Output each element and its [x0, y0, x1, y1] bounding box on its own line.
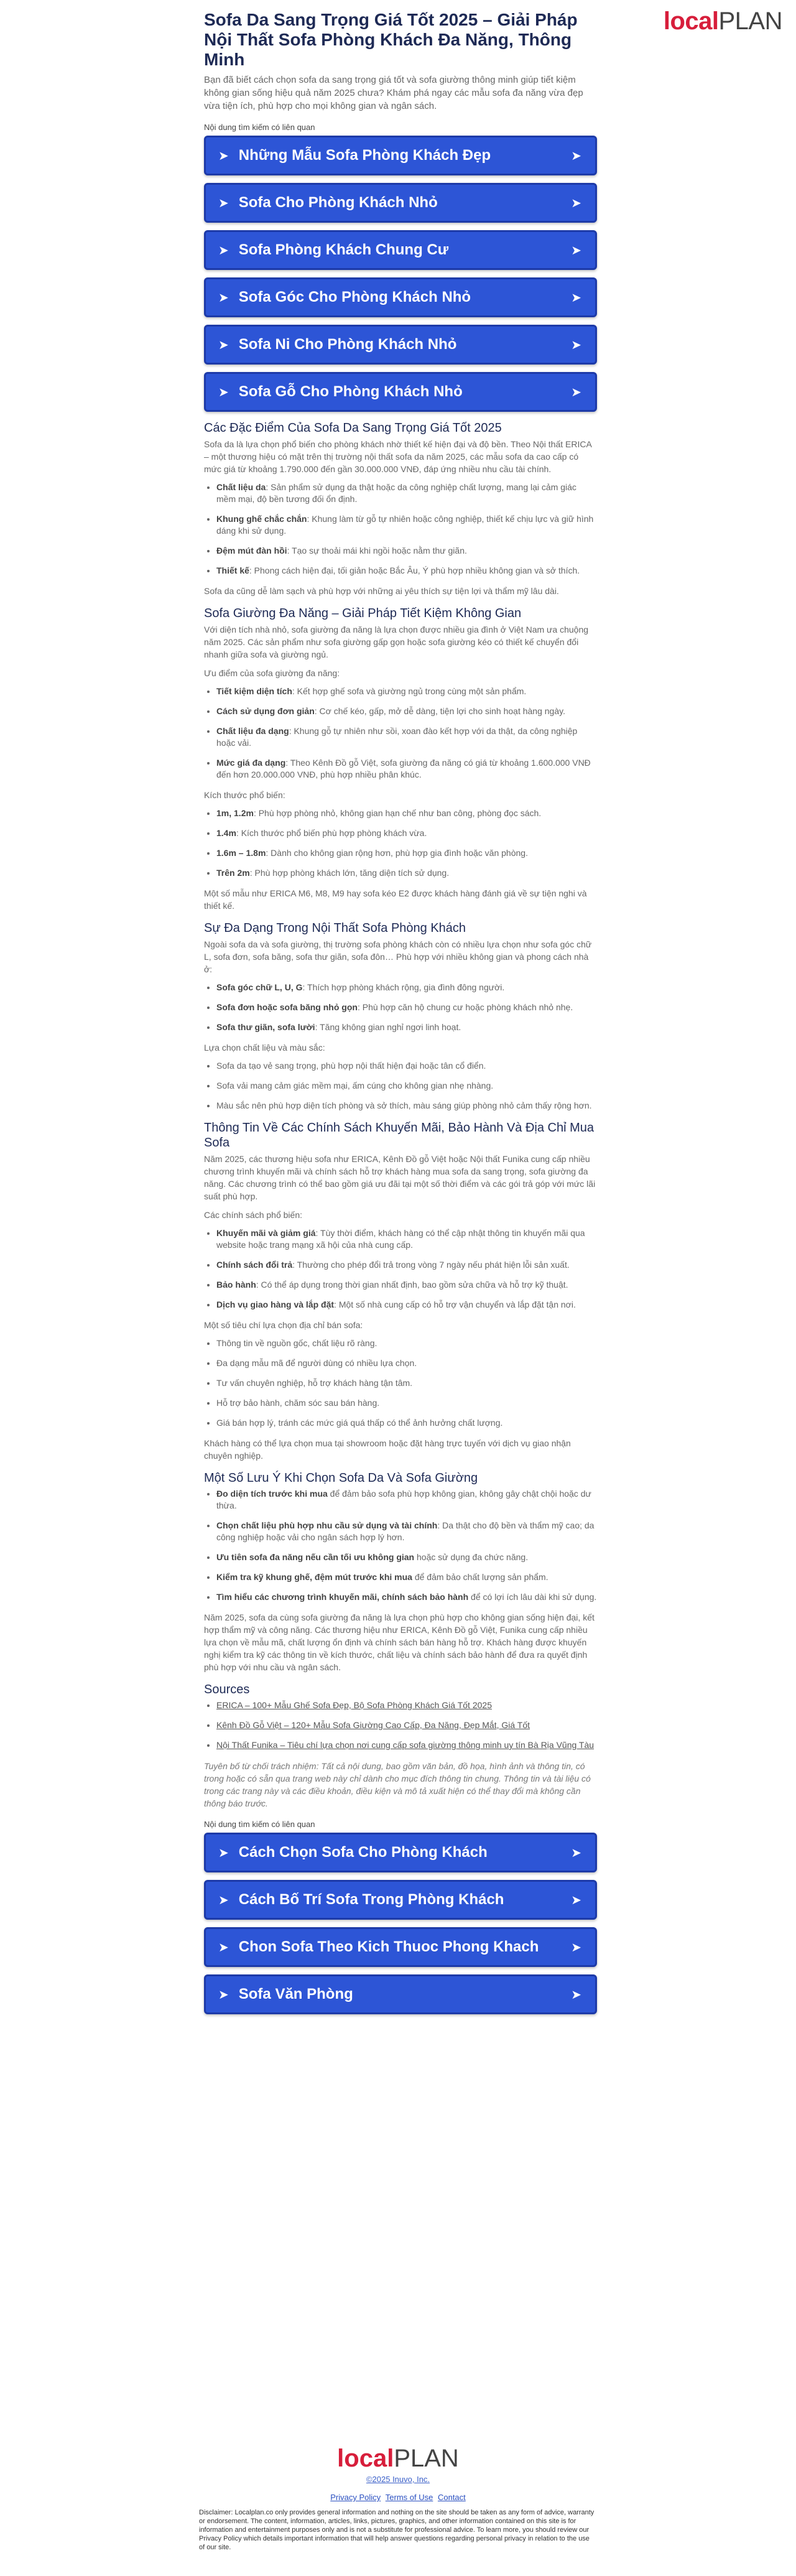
footer-disclaimer: Disclaimer: Localplan.co only provides general information and nothing on the site should be taken as any form of advice, warranty or endorsement. The content, information, articles, links, pictures, graphics, and other information contained on this site is for information and entertainment purposes only and is not a substitute for professional advice. To learn more, you should review our Privacy Policy which details important information that will help answer questions regarding personal privacy in relation to the use of our site. — [199, 2509, 595, 2551]
related-search-button[interactable] — [204, 1974, 597, 2014]
sources-list — [204, 1700, 597, 1751]
list-item — [216, 1571, 597, 1583]
arrow-right-icon: ➤ — [571, 338, 581, 352]
list-item — [216, 481, 597, 505]
source-link[interactable]: ERICA – 100+ Mẫu Ghế Sofa Đẹp, Bộ Sofa Phòng Khách Giá Tốt 2025 — [216, 1700, 492, 1710]
list-item — [216, 545, 597, 557]
related-search-label-text: Cách Chọn Sofa Cho Phòng Khách — [238, 1844, 488, 1861]
paragraph: Một số mẫu như ERICA M6, M8, M9 hay sofa kéo E2 được khách hàng đánh giá về sự tiện nghi và thiết kế. — [204, 888, 587, 911]
paragraph: Kích thước phổ biến: — [204, 790, 285, 800]
contact-link[interactable]: Contact — [437, 2493, 466, 2502]
item-term: Sofa thư giãn, sofa lười — [216, 1022, 315, 1032]
related-search-label-text: Cách Bố Trí Sofa Trong Phòng Khách — [238, 1891, 504, 1908]
paragraph: Sofa da là lựa chọn phổ biến cho phòng khách nhờ thiết kế hiện đại và độ bền. Theo Nội thất ERICA – một thương hiệu có mặt trên thị trường nội thất sofa da năm 2025, các mẫu sofa da cao cấp có mức giá từ khoảng 1.790.000 đến gần 30.000.000 VNĐ, đáp ứng nhiều nhu cầu tài chính. — [204, 439, 592, 474]
list-item — [216, 1739, 597, 1751]
item-term: Đệm mút đàn hồi — [216, 546, 287, 556]
terms-of-use-link[interactable]: Terms of Use — [385, 2493, 433, 2502]
arrow-right-icon: ➤ — [571, 1940, 581, 1955]
related-search-label-text: Những Mẫu Sofa Phòng Khách Đẹp — [238, 147, 491, 164]
arrow-right-icon: ➤ — [571, 1893, 581, 1907]
paragraph: Các chính sách phổ biến: — [204, 1210, 302, 1220]
item-text: : Thường cho phép đổi trả trong vòng 7 ngày nếu phát hiện lỗi sản xuất. — [292, 1260, 570, 1270]
section-heading: Sự Đa Dạng Trong Nội Thất Sofa Phòng Khách — [204, 921, 466, 935]
item-text: : Một số nhà cung cấp có hỗ trợ vận chuyển và lắp đặt tận nơi. — [334, 1300, 576, 1309]
logo-part-local: local — [663, 7, 719, 35]
sources-heading: Sources — [204, 1683, 250, 1696]
item-text: : Phong cách hiện đại, tối giản hoặc Bắc Âu, Ý phù hợp nhiều không gian và sở thích. — [249, 565, 580, 575]
source-link[interactable]: Kênh Đồ Gỗ Việt – 120+ Mẫu Sofa Giường Cao Cấp, Đa Năng, Đẹp Mắt, Giá Tốt — [216, 1720, 530, 1730]
related-search-button[interactable] — [204, 325, 597, 365]
related-search-button[interactable] — [204, 1927, 597, 1967]
list-item — [216, 1719, 597, 1731]
related-search-label: Nội dung tìm kiếm có liên quan — [204, 123, 315, 132]
item-text: : Da thật cho độ bền và thẩm mỹ cao; da công nghiệp hoặc vải cho ngân sách hợp lý hơn. — [216, 1520, 595, 1542]
item-text: : Kết hợp ghế sofa và giường ngủ trong cùng một sản phẩm. — [292, 686, 527, 696]
related-search-label-text: Chon Sofa Theo Kich Thuoc Phong Khach — [238, 1938, 539, 1955]
paragraph: Khách hàng có thể lựa chọn mua tại showroom hoặc đặt hàng trực tuyến với dịch vụ giao nhận chuyên nghiệp. — [204, 1438, 571, 1461]
list-item — [216, 1279, 597, 1291]
item-term: Tìm hiểu các chương trình khuyến mãi, chính sách bảo hành — [216, 1592, 469, 1602]
arrow-icon: ➤ — [218, 1893, 229, 1907]
list-item — [216, 1227, 597, 1251]
list-item — [216, 827, 597, 839]
item-text: : Tăng không gian nghỉ ngơi linh hoạt. — [315, 1022, 461, 1032]
list-item: • Đa dạng mẫu mã để người dùng có nhiều lựa chọn. — [216, 1357, 597, 1369]
arrow-right-icon: ➤ — [571, 1846, 581, 1860]
list-item — [216, 1520, 597, 1543]
arrow-right-icon: ➤ — [571, 1988, 581, 2002]
footer-links — [0, 2493, 796, 2502]
logo-part-local: local — [337, 2445, 394, 2472]
related-search-label-text: Sofa Góc Cho Phòng Khách Nhỏ — [238, 289, 471, 305]
footer-logo[interactable] — [0, 2445, 796, 2472]
item-text: : Cơ chế kéo, gấp, mở dễ dàng, tiện lợi cho sinh hoạt hàng ngày. — [314, 706, 565, 716]
section-heading: Một Số Lưu Ý Khi Chọn Sofa Da Và Sofa Giường — [204, 1471, 478, 1485]
related-search-label-text: Sofa Gỗ Cho Phòng Khách Nhỏ — [238, 383, 463, 400]
arrow-icon: ➤ — [218, 385, 229, 399]
item-term: Dịch vụ giao hàng và lắp đặt — [216, 1300, 335, 1309]
item-text: để đảm bảo chất lượng sản phẩm. — [412, 1572, 548, 1582]
list-item: • Tư vấn chuyên nghiệp, hỗ trợ khách hàng tận tâm. — [216, 1377, 597, 1389]
list-item — [216, 565, 597, 577]
site-logo[interactable] — [664, 7, 782, 35]
list-item — [216, 705, 597, 717]
list-item: • Sofa da tạo vẻ sang trọng, phù hợp nội thất hiện đại hoặc tân cổ điển. — [216, 1060, 597, 1072]
copyright: ©2025 Inuvo, Inc. — [366, 2475, 430, 2484]
arrow-icon: ➤ — [218, 1988, 229, 2002]
source-link[interactable]: Nội Thất Funika – Tiêu chí lựa chọn nơi cung cấp sofa giường thông minh uy tín Bà Rịa Vũng Tàu — [216, 1740, 595, 1750]
list-item — [216, 982, 597, 993]
article — [204, 10, 597, 2014]
item-text: : Tùy thời điểm, khách hàng có thể cập nhật thông tin khuyến mãi qua website hoặc trang mạng xã hội của nhà cung cấp. — [216, 1228, 585, 1250]
item-term: Tiết kiệm diện tích — [216, 686, 292, 696]
arrow-icon: ➤ — [218, 243, 229, 258]
item-term: 1.6m – 1.8m — [216, 848, 266, 858]
list-item: • Hỗ trợ bảo hành, chăm sóc sau bán hàng. — [216, 1397, 597, 1409]
item-term: Khuyến mãi và giảm giá — [216, 1228, 316, 1238]
section-heading: Sofa Giường Đa Năng – Giải Pháp Tiết Kiệm Không Gian — [204, 607, 522, 620]
related-search-label-text: Sofa Ni Cho Phòng Khách Nhỏ — [238, 336, 457, 353]
list-item: • Màu sắc nên phù hợp diện tích phòng và sở thích, màu sáng giúp phòng nhỏ cảm thấy rộng hơn. — [216, 1100, 597, 1112]
arrow-right-icon: ➤ — [571, 243, 581, 258]
related-search-label-text: Sofa Phòng Khách Chung Cư — [238, 241, 449, 258]
arrow-right-icon: ➤ — [571, 196, 581, 210]
list-item — [216, 1700, 597, 1711]
item-term: Bảo hành — [216, 1280, 256, 1290]
section-heading: Các Đặc Điểm Của Sofa Da Sang Trọng Giá Tốt 2025 — [204, 421, 502, 435]
item-text: hoặc sử dụng đa chức năng. — [414, 1552, 529, 1562]
list-item — [216, 1021, 597, 1033]
paragraph: Ngoài sofa da và sofa giường, thị trường sofa phòng khách còn có nhiều lựa chọn như sofa góc chữ L, sofa đơn, sofa băng, sofa thư giãn, sofa đôn… Phù hợp với nhiều không gian và phong cách nhà ở: — [204, 939, 592, 974]
item-text: : Dành cho không gian rộng hơn, phù hợp gia đình hoặc văn phòng. — [266, 848, 528, 858]
paragraph: Một số tiêu chí lựa chọn địa chỉ bán sofa: — [204, 1320, 363, 1330]
list-item — [216, 867, 597, 879]
related-search-list-bottom — [204, 1833, 597, 2014]
logo-part-plan: PLAN — [718, 7, 782, 35]
footer — [0, 2445, 796, 2552]
criteria-list — [204, 1337, 597, 1429]
item-term: 1m, 1.2m — [216, 808, 254, 818]
list-item — [216, 757, 597, 781]
arrow-right-icon: ➤ — [571, 385, 581, 399]
list-item: • Sofa vải mang cảm giác mềm mại, ấm cúng cho không gian nhẹ nhàng. — [216, 1080, 597, 1092]
item-text: : Khung gỗ tự nhiên như sồi, xoan đào kết hợp với da thật, da công nghiệp hoặc vải. — [216, 726, 578, 748]
related-search-button[interactable] — [204, 136, 597, 175]
arrow-icon: ➤ — [218, 196, 229, 210]
arrow-icon: ➤ — [218, 338, 229, 352]
feature-list — [204, 686, 597, 781]
list-item — [216, 1259, 597, 1271]
related-search-button[interactable] — [204, 1880, 597, 1920]
arrow-icon: ➤ — [218, 1846, 229, 1860]
related-search-button[interactable] — [204, 277, 597, 317]
related-search-button[interactable] — [204, 230, 597, 270]
list-item: • Thông tin về nguồn gốc, chất liệu rõ ràng. — [216, 1337, 597, 1349]
item-term: Trên 2m — [216, 868, 250, 878]
intro-text: Bạn đã biết cách chọn sofa da sang trọng giá tốt và sofa giường thông minh giúp tiết kiệm không gian sống hiệu quả năm 2025 chưa? Khám phá ngay các mẫu sofa đa năng vừa đẹp vừa tiện ích, phù hợp cho mọi không gian và ngân sách. — [204, 75, 583, 111]
feature-list — [204, 481, 597, 577]
paragraph: Sofa da cũng dễ làm sạch và phù hợp với những ai yêu thích sự tiện lợi và thẩm mỹ lâu dài. — [204, 586, 559, 596]
item-text: để có lợi ích lâu dài khi sử dụng. — [468, 1592, 597, 1602]
section-heading: Thông Tin Về Các Chính Sách Khuyến Mãi, Bảo Hành Và Địa Chỉ Mua Sofa — [204, 1121, 595, 1150]
size-list — [204, 807, 597, 879]
arrow-right-icon: ➤ — [571, 291, 581, 305]
policy-list — [204, 1227, 597, 1311]
item-text: : Thích hợp phòng khách rộng, gia đình đông người. — [302, 982, 505, 992]
item-term: Mức giá đa dạng — [216, 758, 286, 768]
item-text: : Phù hợp căn hộ chung cư hoặc phòng khách nhỏ nhẹ. — [357, 1002, 573, 1012]
arrow-icon: ➤ — [218, 291, 229, 305]
list-item — [216, 1002, 597, 1013]
logo-part-plan: PLAN — [394, 2445, 459, 2472]
related-search-label-text: Sofa Cho Phòng Khách Nhỏ — [238, 194, 438, 211]
item-term: Ưu tiên sofa đa năng nếu cần tối ưu không gian — [216, 1552, 415, 1562]
item-text: : Khung làm từ gỗ tự nhiên hoặc công nghiệp, thiết kế chịu lực và giữ hình dáng khi sử dụng. — [216, 514, 594, 536]
item-term: Cách sử dụng đơn giản — [216, 706, 315, 716]
item-term: Khung ghế chắc chắn — [216, 514, 307, 524]
paragraph: Lựa chọn chất liệu và màu sắc: — [204, 1043, 325, 1053]
item-term: Sofa góc chữ L, U, G — [216, 982, 303, 992]
list-item — [216, 1591, 597, 1603]
item-text: để đảm bảo sofa phù hợp không gian, không gây chật chội hoặc dư thừa. — [216, 1489, 591, 1510]
related-search-label: Nội dung tìm kiếm có liên quan — [204, 1820, 315, 1829]
item-text: : Phù hợp phòng nhỏ, không gian hạn chế như ban công, phòng đọc sách. — [253, 808, 542, 818]
paragraph: Ưu điểm của sofa giường đa năng: — [204, 668, 340, 678]
item-text: : Có thể áp dụng trong thời gian nhất định, bao gồm sửa chữa và hỗ trợ kỹ thuật. — [256, 1280, 568, 1290]
item-text: : Kích thước phổ biến phù hợp phòng khách vừa. — [236, 828, 427, 838]
related-search-button[interactable] — [204, 183, 597, 223]
item-term: Chính sách đổi trả — [216, 1260, 293, 1270]
tips-list — [204, 1488, 597, 1603]
item-text: : Theo Kênh Đồ gỗ Việt, sofa giường đa năng có giá từ khoảng 1.600.000 VNĐ đến hơn 20.000.000 VNĐ, phù hợp nhiều phân khúc. — [216, 758, 591, 779]
item-term: Kiểm tra kỹ khung ghế, đệm mút trước khi mua — [216, 1572, 412, 1582]
list-item — [216, 807, 597, 819]
arrow-right-icon: ➤ — [571, 149, 581, 163]
list-item — [216, 725, 597, 749]
paragraph: Năm 2025, các thương hiệu sofa như ERICA, Kênh Đồ gỗ Việt hoặc Nội thất Funika cung cấp nhiều chương trình khuyến mãi và chính sách hỗ trợ khách hàng mua sofa da sang trọng, sofa giường đa năng. Các chương trình có thể bao gồm giá ưu đãi tại một số thời điểm và các gói trả góp với mức lãi suất phù hợp. — [204, 1154, 596, 1201]
item-text: : Phù hợp phòng khách lớn, tăng diện tích sử dụng. — [249, 868, 450, 878]
arrow-icon: ➤ — [218, 1940, 229, 1955]
list-item — [216, 1488, 597, 1512]
list-item — [216, 1299, 597, 1311]
page-title: Sofa Da Sang Trọng Giá Tốt 2025 – Giải Pháp Nội Thất Sofa Phòng Khách Đa Năng, Thông Minh — [204, 10, 578, 69]
list-item — [216, 686, 597, 697]
related-search-label-text: Sofa Văn Phòng — [238, 1986, 353, 2002]
list-item: • Giá bán hợp lý, tránh các mức giá quá thấp có thể ảnh hưởng chất lượng. — [216, 1417, 597, 1429]
item-term: 1.4m — [216, 828, 236, 838]
list-item — [216, 847, 597, 859]
item-term: Chất liệu đa dạng — [216, 726, 289, 736]
arrow-icon: ➤ — [218, 149, 229, 163]
related-search-button[interactable] — [204, 1833, 597, 1872]
item-text: : Tạo sự thoải mái khi ngồi hoặc nằm thư giãn. — [287, 546, 467, 556]
list-item — [216, 513, 597, 537]
item-text: : Sản phẩm sử dụng da thật hoặc da công nghiệp chất lượng, mang lại cảm giác mềm mại, độ bền tương đối ổn định. — [216, 482, 576, 504]
item-term: Chọn chất liệu phù hợp nhu cầu sử dụng và tài chính — [216, 1520, 438, 1530]
item-term: Đo diện tích trước khi mua — [216, 1489, 328, 1499]
related-search-list-top — [204, 136, 597, 412]
privacy-policy-link[interactable]: Privacy Policy — [330, 2493, 381, 2502]
paragraph: Năm 2025, sofa da cùng sofa giường đa năng là lựa chọn phù hợp cho không gian sống hiện đại, kết hợp thẩm mỹ và công năng. Các thương hiệu như ERICA, Kênh Đồ gỗ Việt, Funika cung cấp nhiều lựa chọn về mẫu mã, chất lượng ổn định và chính sách bán hàng hỗ trợ. Khách hàng được khuyến nghị kiểm tra kỹ các thông tin về kích thước, chất liệu và chính sách bảo hành để đưa ra quyết định phù hợp với nhu cầu và ngân sách. — [204, 1612, 595, 1672]
article-disclaimer: Tuyên bố từ chối trách nhiệm: Tất cả nội dung, bao gồm văn bản, đồ họa, hình ảnh và thông tin, có trong hoặc có sẵn qua trang web này chỉ dành cho mục đích thông tin chung. Thông tin và tài liệu có trong các trang này và các điều khoản, điều kiện và mô tả xuất hiện có thể thay đổi mà không cần thông báo trước. — [204, 1761, 591, 1808]
paragraph: Với diện tích nhà nhỏ, sofa giường đa năng là lựa chọn được nhiều gia đình ở Việt Nam ưa chuộng năm 2025. Các sản phẩm như sofa giường gấp gọn hoặc sofa giường kéo có thiết kế chuyển đổi nhanh giữa sofa và giường ngủ. — [204, 625, 589, 659]
list-item — [216, 1551, 597, 1563]
material-list — [204, 1060, 597, 1112]
item-term: Thiết kế — [216, 565, 249, 575]
related-search-button[interactable] — [204, 372, 597, 412]
item-term: Chất liệu da — [216, 482, 266, 492]
item-term: Sofa đơn hoặc sofa băng nhỏ gọn — [216, 1002, 358, 1012]
feature-list — [204, 982, 597, 1033]
